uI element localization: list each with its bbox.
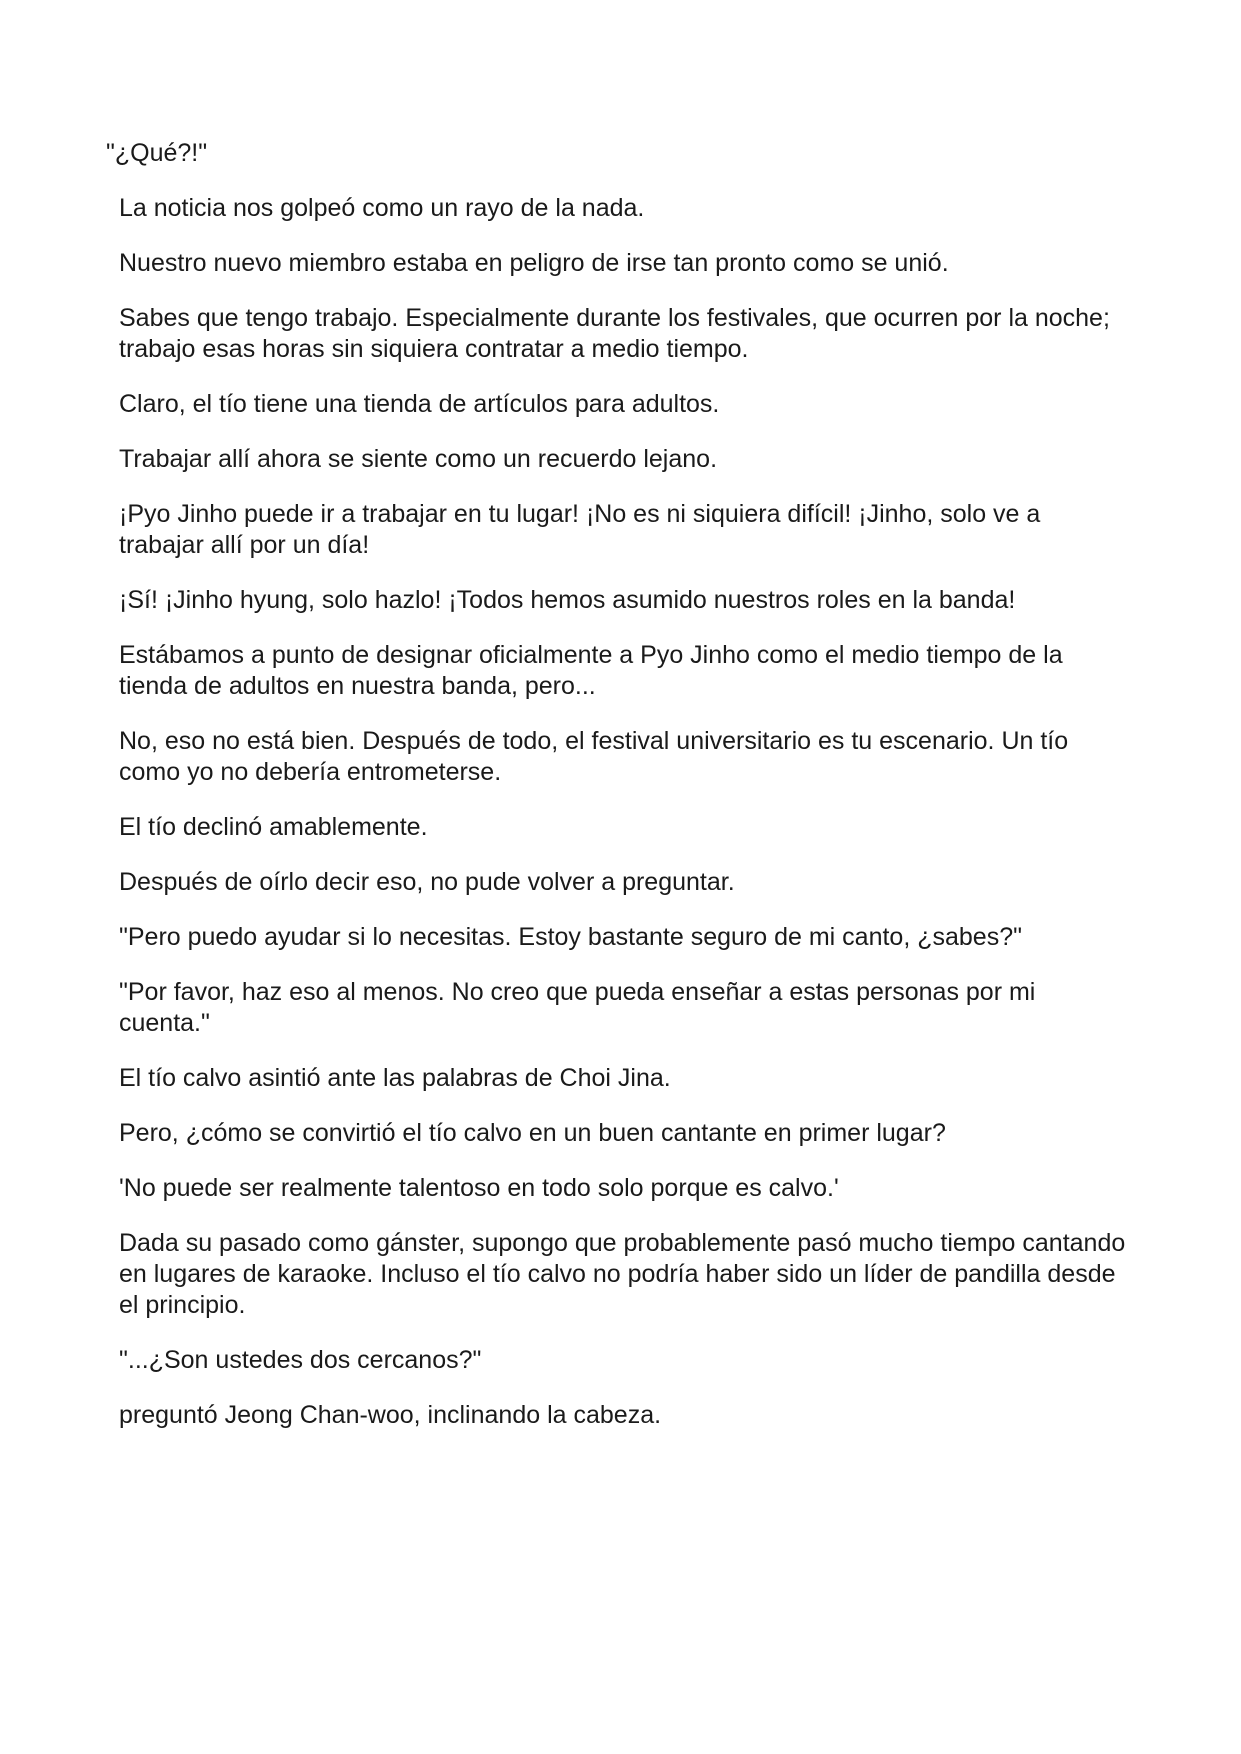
paragraph: "...¿Son ustedes dos cercanos?" <box>119 1346 482 1374</box>
paragraph: preguntó Jeong Chan-woo, inclinando la cabeza. <box>119 1401 662 1429</box>
paragraph: "Pero puedo ayudar si lo necesitas. Estoy bastante seguro de mi canto, ¿sabes?" <box>119 923 1022 951</box>
paragraph: "Por favor, haz eso al menos. No creo que pueda enseñar a estas personas por mi cuenta." <box>119 978 1036 1037</box>
paragraph: El tío calvo asintió ante las palabras de Choi Jina. <box>119 1064 671 1092</box>
paragraph: El tío declinó amablemente. <box>119 813 428 841</box>
paragraph: Claro, el tío tiene una tienda de artículos para adultos. <box>119 390 720 418</box>
paragraph: Dada su pasado como gánster, supongo que probablemente pasó mucho tiempo cantando en lugares de karaoke. Incluso el tío calvo no podría haber sido un líder de pandilla desde el principio. <box>119 1229 1126 1319</box>
paragraph: La noticia nos golpeó como un rayo de la nada. <box>119 194 645 222</box>
paragraph: Trabajar allí ahora se siente como un recuerdo lejano. <box>119 445 718 473</box>
paragraph: Estábamos a punto de designar oficialmente a Pyo Jinho como el medio tiempo de la tienda de adultos en nuestra banda, pero... <box>119 641 1063 700</box>
paragraph: ¡Sí! ¡Jinho hyung, solo hazlo! ¡Todos hemos asumido nuestros roles en la banda! <box>119 586 1016 614</box>
paragraph: No, eso no está bien. Después de todo, el festival universitario es tu escenario. Un tío como yo no debería entrometerse. <box>119 727 1069 786</box>
paragraph: Pero, ¿cómo se convirtió el tío calvo en un buen cantante en primer lugar? <box>119 1119 946 1147</box>
paragraph: Después de oírlo decir eso, no pude volver a preguntar. <box>119 868 735 896</box>
paragraph: 'No puede ser realmente talentoso en todo solo porque es calvo.' <box>119 1174 839 1202</box>
paragraph: Nuestro nuevo miembro estaba en peligro de irse tan pronto como se unió. <box>119 249 949 277</box>
paragraph: Sabes que tengo trabajo. Especialmente durante los festivales, que ocurren por la noche; trabajo esas horas sin siquiera contratar a medio tiempo. <box>119 304 1110 363</box>
paragraph: "¿Qué?!" <box>106 139 208 167</box>
paragraph: ¡Pyo Jinho puede ir a trabajar en tu lugar! ¡No es ni siquiera difícil! ¡Jinho, solo ve a trabajar allí por un día! <box>119 500 1041 559</box>
